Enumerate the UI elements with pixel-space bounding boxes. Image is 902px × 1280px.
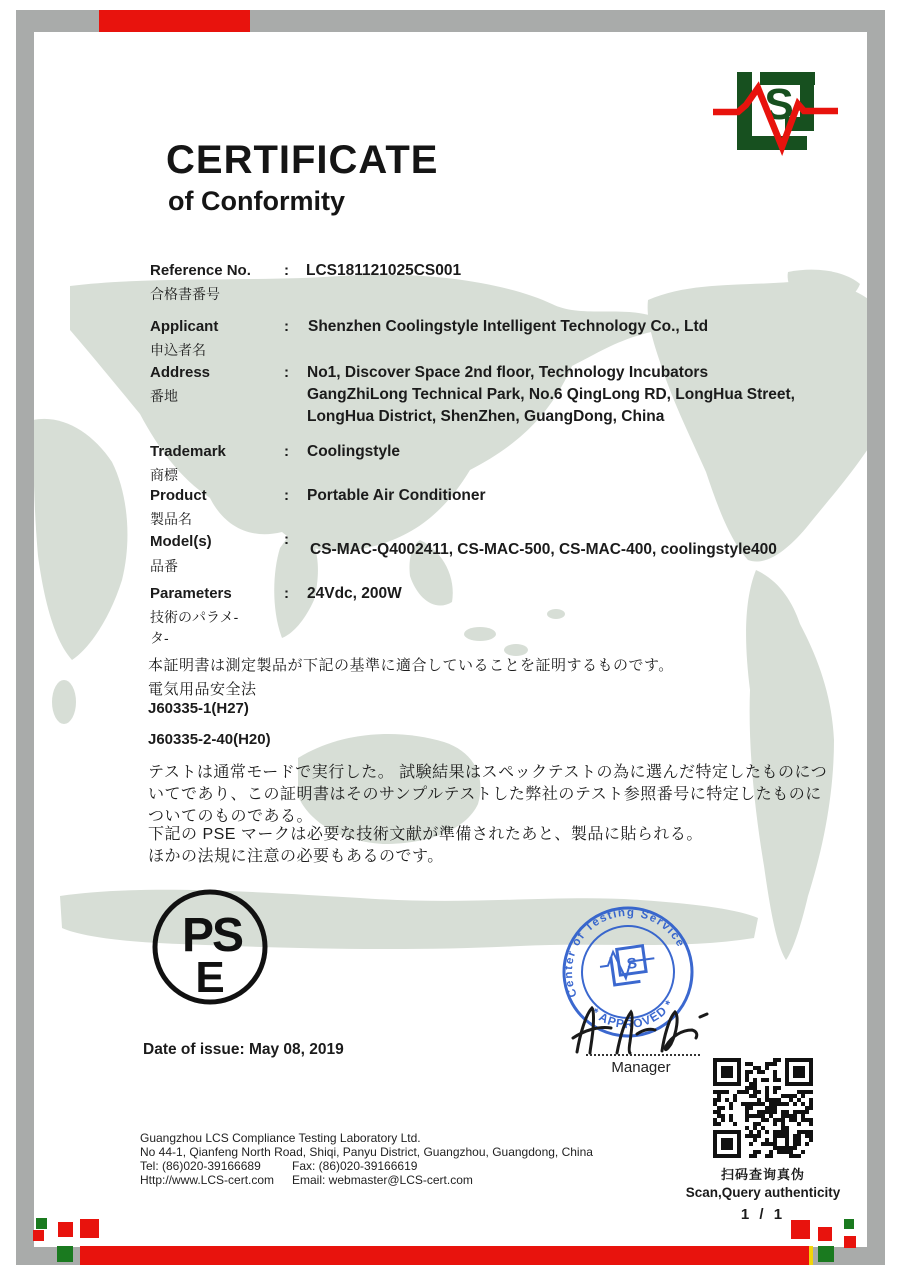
qr-code [713,1058,813,1158]
field-label-address: Address [150,364,211,381]
statement-standard-2: J60335-2-40(H20) [148,731,271,748]
field-label-product: Product [150,487,207,504]
footer-address: No 44-1, Qianfeng North Road, Shiqi, Panyu District, Guangzhou, Guangdong, China [140,1145,593,1159]
frame-right-bar [867,10,885,1264]
statement-paragraph-line3: ついてのものである。 [148,808,314,825]
field-label-reference-no: Reference No. [150,262,251,279]
field-value-reference-no: LCS181121025CS001 [306,262,462,279]
field-label-jp-parameters-line2: タ- [150,630,169,646]
field-value-parameters: 24Vdc, 200W [307,585,402,602]
field-colon-trademark: : [284,443,289,460]
signature-line [586,1054,700,1056]
corner-square-red-large-left [80,1219,99,1238]
statement-intro: 本証明書は測定製品が下記の基準に適合していることを証明するものです。 [148,657,674,674]
issue-date: Date of issue: May 08, 2019 [143,1041,344,1058]
corner-square-green-band-left [57,1246,73,1262]
stamp-logo-letter: S [625,954,639,973]
field-value-address-line3: LongHua District, ShenZhen, GuangDong, China [307,408,665,425]
corner-square-green-small-left [36,1218,47,1229]
qr-block [663,1058,863,1223]
lcs-logo-letter: S [764,80,794,129]
footer-tel: Tel: (86)020-39166689 [140,1159,261,1173]
statement-paragraph-line1: テストは通常モードで実行した。 試験結果はスペックテストの為に選んだ特定したものにつ [148,764,828,781]
pse-mark-e: E [195,953,225,1002]
qr-caption-en: Scan,Query authenticity [685,1185,841,1200]
field-label-trademark: Trademark [150,443,226,460]
field-value-address-line2: GangZhiLong Technical Park, No.6 QingLong RD, LongHua Street, [307,386,795,403]
statement-paragraph-line5: ほかの法規に注意の必要もあるのです。 [148,848,444,865]
footer-email: Email: webmaster@LCS-cert.com [292,1173,473,1187]
certificate-subtitle: of Conformity [168,186,345,216]
corner-square-red-mid-left [58,1222,73,1237]
field-label-jp-trademark: 商標 [150,467,178,483]
corner-square-green-band-right [818,1246,834,1262]
field-colon-reference-no: : [284,262,289,279]
corner-square-red-small-left [33,1230,44,1241]
statement-paragraph-line4: 下記の PSE マークは必要な技術文献が準備されたあと、製品に貼られる。 [148,826,703,843]
field-value-models: CS-MAC-Q4002411, CS-MAC-500, CS-MAC-400, coolingstyle400 [310,541,777,558]
field-label-jp-reference-no: 合格書番号 [150,286,220,302]
certificate-title: CERTIFICATE [166,138,439,182]
frame-bottom-yellow-accent [809,1246,813,1265]
frame-left-bar [16,10,34,1264]
field-value-product: Portable Air Conditioner [307,487,486,504]
footer-web: Http://www.LCS-cert.com [140,1173,275,1187]
frame-top-red-segment [99,10,250,32]
field-label-jp-applicant: 申込者名 [150,342,206,358]
manager-label: Manager [611,1059,671,1076]
statement-law: 電気用品安全法 [148,681,257,698]
field-value-applicant: Shenzhen Coolingstyle Intelligent Technology Co., Ltd [308,318,709,335]
frame-bottom-red-band [80,1246,809,1265]
field-label-parameters: Parameters [150,585,232,602]
field-label-applicant: Applicant [150,318,219,335]
corner-square-red-small-right [844,1236,856,1248]
field-value-trademark: Coolingstyle [307,443,401,460]
statement-standard-1: J60335-1(H27) [148,700,249,717]
lcs-logo [710,60,860,165]
field-value-address-line1: No1, Discover Space 2nd floor, Technology Incubators [307,364,709,381]
field-colon-applicant: : [284,318,289,335]
field-label-jp-parameters-line1: 技術のパラメ- [150,609,239,625]
field-label-jp-product: 製品名 [150,511,192,527]
field-label-models: Model(s) [150,533,212,550]
footer-fax: Fax: (86)020-39166619 [292,1159,418,1173]
statement-paragraph-line2: いてであり、この証明書はそのサンプルテストした弊社のテスト参照番号に特定したものに [148,786,822,803]
manager-signature [565,1000,715,1060]
page-indicator: 1 / 1 [740,1206,786,1223]
stamp-arc-bottom-text: * APPROVED * [588,996,677,1032]
field-colon-address: : [284,364,289,381]
field-colon-models: : [284,531,289,548]
field-label-jp-address: 番地 [150,388,178,404]
pse-mark [148,885,272,1009]
footer-company: Guangzhou LCS Compliance Testing Laboratory Ltd. [140,1131,421,1145]
corner-square-red-mid-right [818,1227,832,1241]
field-label-jp-models: 品番 [150,558,178,574]
field-colon-product: : [284,487,289,504]
stamp-arc-top-text: Center of Testing Service [562,906,687,999]
pse-mark-ps: PS [181,909,243,962]
field-colon-parameters: : [284,585,289,602]
qr-caption-zh: 扫码查询真伪 [720,1167,805,1182]
